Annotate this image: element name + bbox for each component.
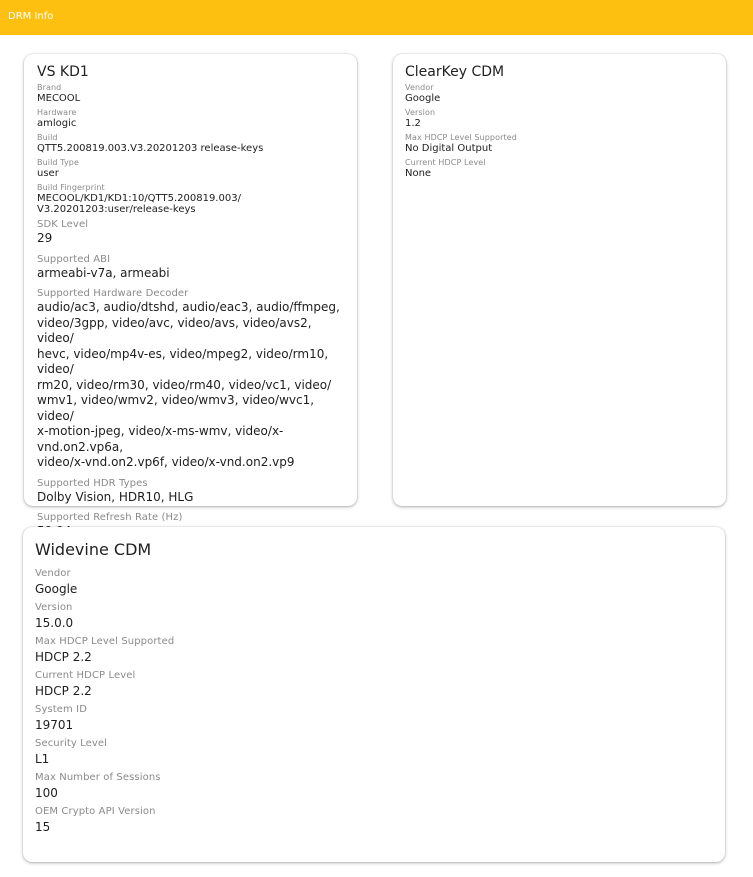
hardware-field [37, 108, 345, 130]
clearkey-max-hdcp-field [405, 133, 714, 155]
device-title: VS KD1 [37, 64, 89, 80]
build-label: Build [37, 133, 58, 142]
widevine-current-hdcp-label: Current HDCP Level [35, 670, 136, 681]
hardware-decoder-label: Supported Hardware Decoder [37, 288, 189, 299]
hdr-types-field [37, 477, 345, 506]
clearkey-current-hdcp-label: Current HDCP Level [405, 158, 486, 167]
build-type-field [37, 158, 345, 180]
widevine-oem-crypto-field [35, 805, 713, 835]
clearkey-current-hdcp-field [405, 158, 714, 180]
widevine-security-level-label: Security Level [35, 738, 108, 749]
widevine-max-hdcp-field [35, 635, 713, 665]
clearkey-current-hdcp-value: None [405, 168, 432, 179]
hardware-decoder-field [37, 287, 345, 471]
sdk-level-field [37, 218, 345, 247]
brand-label: Brand [37, 83, 62, 92]
widevine-max-hdcp-value: HDCP 2.2 [35, 650, 92, 664]
widevine-current-hdcp-value: HDCP 2.2 [35, 684, 92, 698]
device-info-card [24, 54, 357, 523]
app-title: DRM Info [8, 11, 54, 22]
app-bar [0, 0, 753, 35]
clearkey-max-hdcp-label: Max HDCP Level Supported [405, 133, 517, 142]
widevine-version-field [35, 601, 713, 631]
sdk-level-value: 29 [37, 231, 53, 245]
widevine-system-id-label: System ID [35, 704, 88, 715]
refresh-rate-label: Supported Refresh Rate (Hz) [37, 512, 183, 523]
widevine-system-id-field [35, 703, 713, 733]
widevine-oem-crypto-label: OEM Crypto API Version [35, 806, 156, 817]
clearkey-title: ClearKey CDM [405, 64, 505, 80]
clearkey-cdm-card [393, 54, 726, 506]
build-fingerprint-value: MECOOL/KD1/KD1:10/QTT5.200819.003/ V3.20201203:user/release-keys [37, 193, 241, 215]
clearkey-vendor-label: Vendor [405, 83, 434, 92]
widevine-security-level-value: L1 [35, 752, 50, 766]
widevine-vendor-value: Google [35, 582, 78, 596]
widevine-title: Widevine CDM [35, 540, 152, 559]
clearkey-version-value: 1.2 [405, 118, 421, 129]
widevine-max-sessions-label: Max Number of Sessions [35, 772, 161, 783]
build-value: QTT5.200819.003.V3.20201203 release-keys [37, 143, 264, 154]
clearkey-vendor-value: Google [405, 93, 441, 104]
brand-field [37, 83, 345, 105]
widevine-system-id-value: 19701 [35, 718, 74, 732]
widevine-current-hdcp-field [35, 669, 713, 699]
build-fingerprint-label: Build Fingerprint [37, 183, 105, 192]
hardware-value: amlogic [37, 118, 77, 129]
supported-abi-value: armeabi-v7a, armeabi [37, 265, 170, 280]
build-fingerprint-field [37, 183, 345, 215]
clearkey-version-label: Version [405, 108, 436, 117]
clearkey-max-hdcp-value: No Digital Output [405, 143, 493, 154]
widevine-version-label: Version [35, 602, 73, 613]
build-field [37, 133, 345, 155]
hardware-label: Hardware [37, 108, 77, 117]
sdk-level-label: SDK Level [37, 219, 89, 230]
supported-abi-label: Supported ABI [37, 253, 111, 265]
widevine-vendor-field [35, 567, 713, 597]
widevine-max-sessions-value: 100 [35, 786, 58, 800]
widevine-oem-crypto-value: 15 [35, 820, 51, 834]
widevine-vendor-label: Vendor [35, 568, 71, 579]
supported-abi-field [37, 253, 345, 282]
widevine-security-level-field [35, 737, 713, 767]
widevine-cdm-card [23, 527, 725, 862]
widevine-max-hdcp-label: Max HDCP Level Supported [35, 636, 175, 647]
hdr-types-label: Supported HDR Types [37, 477, 148, 489]
hardware-decoder-value: audio/ac3, audio/dtshd, audio/eac3, audio/ffmpeg, video/3gpp, video/avc, video/avs, video/avs2, video/ hevc, video/mp4v-es, video/mpeg2, video/rm10, video/ rm20, video/rm30, video/rm40, video/vc1, video/ wmv1, video/wmv2, video/wmv3, video/wvc1, video/ x-motion-jpeg, video/x-ms-wmv, video/x-vnd.on2.vp6a, video/x-vnd.on2.vp6f, video/x-vnd.on2.vp9 [37, 300, 340, 469]
hdr-types-value: Dolby Vision, HDR10, HLG [37, 489, 194, 504]
widevine-max-sessions-field [35, 771, 713, 801]
brand-value: MECOOL [37, 93, 81, 104]
build-type-value: user [37, 168, 59, 179]
clearkey-version-field [405, 108, 714, 130]
widevine-version-value: 15.0.0 [35, 616, 74, 630]
clearkey-vendor-field [405, 83, 714, 105]
build-type-label: Build Type [37, 158, 79, 167]
